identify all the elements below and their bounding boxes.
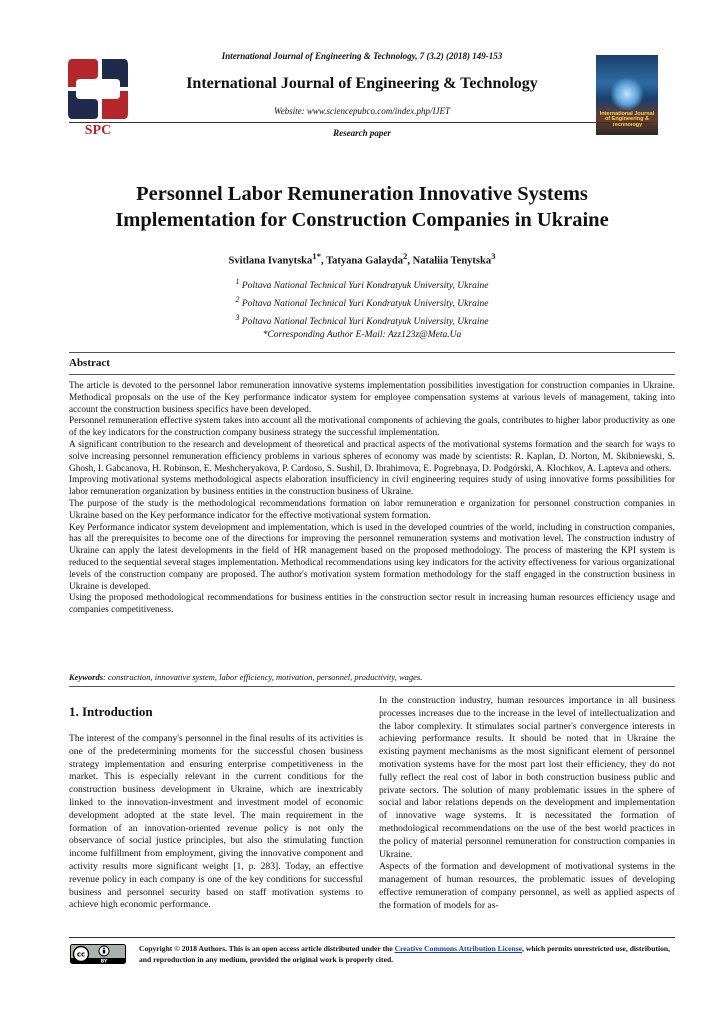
abstract-paragraph: Using the proposed methodological recommendations for business entities in the construction sector result in increasing human resources efficiency usage and companies competitiveness.: [69, 593, 675, 616]
abstract-paragraph: Improving motivational systems methodological aspects elaboration insufficiency in civil engineering requires study of using innovative forms possibilities for labor remuneration organization by business entities in the construction business of Ukraine.: [69, 475, 675, 498]
paper-type: Research paper: [333, 128, 391, 138]
affiliation-item: [0, 275, 724, 293]
abstract-paragraph: A significant contribution to the research and development of theoretical and practical aspects of the motivational systems formation and the search for ways to solve increasing personnel remuneration efficiency problems in various spheres of economy was made by scientists: R. Kaplan, D. Norton, M. Skibniewski, S. Ghosh, I. Gabcanova, H. Robinson, E. Meshcheryakova, P. Cardoso, S. Sushil, D. Ibrahimova, E. Pogrebnaya, D. Podgórski, A. Klochkov, A. Lapteva and others.: [69, 439, 675, 474]
corresponding-author: *Corresponding Author E-Mail: Azz123z@Meta.Ua: [262, 330, 462, 341]
affiliation-item: [0, 293, 724, 311]
affiliation-item: [0, 311, 724, 329]
abstract-heading-rule: [69, 374, 675, 375]
abstract-heading: Abstract: [69, 357, 110, 369]
affiliation-mark: 1: [235, 277, 240, 286]
logo-text: SPC: [84, 123, 112, 137]
paper-title: [60, 181, 664, 233]
keywords-label: Keywords: [69, 672, 103, 682]
copyright-text-after: , which permits unrestricted use, distribution, and reproduction in any medium, provided the original work is properly cited.: [139, 944, 671, 964]
author-affiliation-mark: 2: [403, 251, 408, 261]
author-separator: ,: [407, 255, 413, 267]
affiliation-text: Poltava National Technical Yuri Kondratyuk University, Ukraine: [239, 281, 489, 292]
header-divider: [69, 122, 653, 123]
journal-reference: International Journal of Engineering & Technology, 7 (3.2) (2018) 149-153: [221, 51, 503, 61]
journal-title: International Journal of Engineering & Technology: [186, 75, 538, 92]
author-name: Svitlana Ivanytska: [228, 255, 313, 267]
journal-website: Website: www.sciencepubco.com/index.php/IJET: [274, 106, 450, 116]
left-column: [69, 700, 363, 912]
abstract-paragraph: Personnel remuneration effective system takes into account all the motivational components of achieving the goals, contributes to higher labor productivity as one of the key indicators for the construction company business strategy the successful implementation.: [69, 416, 675, 439]
license-link[interactable]: Creative Commons Attribution License: [394, 944, 523, 953]
abstract-paragraph: The purpose of the study is the methodological recommendations formation on labor remuneration e organization for personnel construction companies in Ukraine based on the Key performance indicator for the effective motivational system formation.: [69, 498, 675, 521]
intro-paragraph: In the construction industry, human resources importance in all business processes increases due to the increase in the level of intellectualization and the labor complexity. It stimulates social partner's convergence interests in achieving performance results. It should be noted that in Ukraine the existing payment mechanisms as the most significant element of personnel motivation systems have for the most part lost their efficiency, they do not fully reflect the real cost of labor in both construction business public and private sectors. The solution of many problematic issues in the sphere of social and labor relations depends on the development and implementation of innovative wage systems. It is necessitated the formation of methodological recommendations on the use of the best world practices in the policy of material personnel remuneration for construction companies in Ukraine.: [379, 695, 675, 860]
copyright-notice: [139, 944, 675, 965]
spc-logo: [66, 55, 130, 137]
keywords: [69, 672, 675, 682]
paper-title-line-1: Personnel Labor Remuneration Innovative Systems: [136, 183, 588, 205]
cc-by-label: BY: [100, 959, 108, 964]
abstract-body: [69, 381, 675, 617]
right-column: [379, 695, 675, 913]
affiliation-list: [0, 275, 724, 342]
author-separator: ,: [321, 255, 327, 267]
author-affiliation-mark: 3: [491, 251, 496, 261]
abstract-top-rule: [69, 352, 675, 353]
author-affiliation-mark: 1*: [312, 251, 321, 261]
copyright-text-before: Copyright © 2018 Authors. This is an open access article distributed under the: [139, 944, 395, 953]
abstract-paragraph: The article is devoted to the personnel labor remuneration innovative systems implementation possibilities investigation for construction companies in Ukraine. Methodical proposals on the use of the Key performance indicator system for employee compensation systems at various levels of management, taking into account the construction business specifics have been developed.: [69, 381, 675, 415]
cover-title: International Journal of Engineering & Technology: [599, 110, 655, 129]
svg-text:cc: cc: [76, 950, 86, 959]
abstract-paragraph: Key Performance indicator system development and implementation, which is used in the developed countries of the world, including in construction companies, has all the prerequisites to become one of the directions for improving the personnel remuneration systems and motivation level. The construction industry of Ukraine can apply the latest developments in the field of HR management based on the proposed methodology. The process of mastering the KPI system is reduced to the sequential several stages implementation. Methodical recommendations using key indicators for the activity effectiveness for various organizational levels of the construction company are proposed. The author's motivation system formation methodology for the staff engaged in the construction business in Ukraine is developed.: [69, 522, 675, 592]
journal-cover-image: [596, 55, 658, 135]
cover-glow: [610, 77, 644, 111]
intro-paragraph: Aspects of the formation and development of motivational systems in the management of human resources, the problematic issues of developing effective remuneration of company personnel, as well as applied aspects of the formation of models for as-: [379, 861, 675, 911]
affiliation-mark: 3: [235, 313, 240, 323]
paper-title-line-2: Implementation for Construction Companies in Ukraine: [115, 209, 609, 231]
author-list: [0, 251, 724, 267]
affiliation-mark: 2: [235, 295, 240, 305]
footer-divider: [69, 937, 675, 938]
intro-paragraph: The interest of the company's personnel in the final results of its activities is one of the predetermining moments for the successful chosen business strategy implementation and ensuring enterprise competitiveness in the market. This is especially relevant in the current conditions for the construction business development in Ukraine, which are inextricably linked to the innovation-investment and investment model of economic development adopted at the state level. The main requirement in the formation of an innovation-oriented revenue policy is not only the observance of social justice principles, but also the stimulating function income fulfillment from employment, giving the innovative component and activity results more significant weight [1, p. 283]. Today, an effective revenue policy in each company is one of the key conditions for successful business and personnel security based on staff motivation systems to achieve high economic performance.: [69, 733, 363, 911]
author-name: Nataliia Tenytska: [412, 255, 492, 267]
affiliation-text: Poltava National Technical Yuri Kondratyuk University, Ukraine: [239, 317, 489, 328]
keywords-rule: [69, 686, 675, 687]
keywords-text: : construction, innovative system, labor efficiency, motivation, personnel, productivity, wages.: [103, 672, 423, 682]
creative-commons-badge: [70, 944, 126, 964]
section-heading-introduction: 1. Introduction: [69, 704, 153, 719]
affiliation-text: Poltava National Technical Yuri Kondratyuk University, Ukraine: [239, 299, 489, 310]
author-name: Tatyana Galayda: [326, 255, 403, 267]
